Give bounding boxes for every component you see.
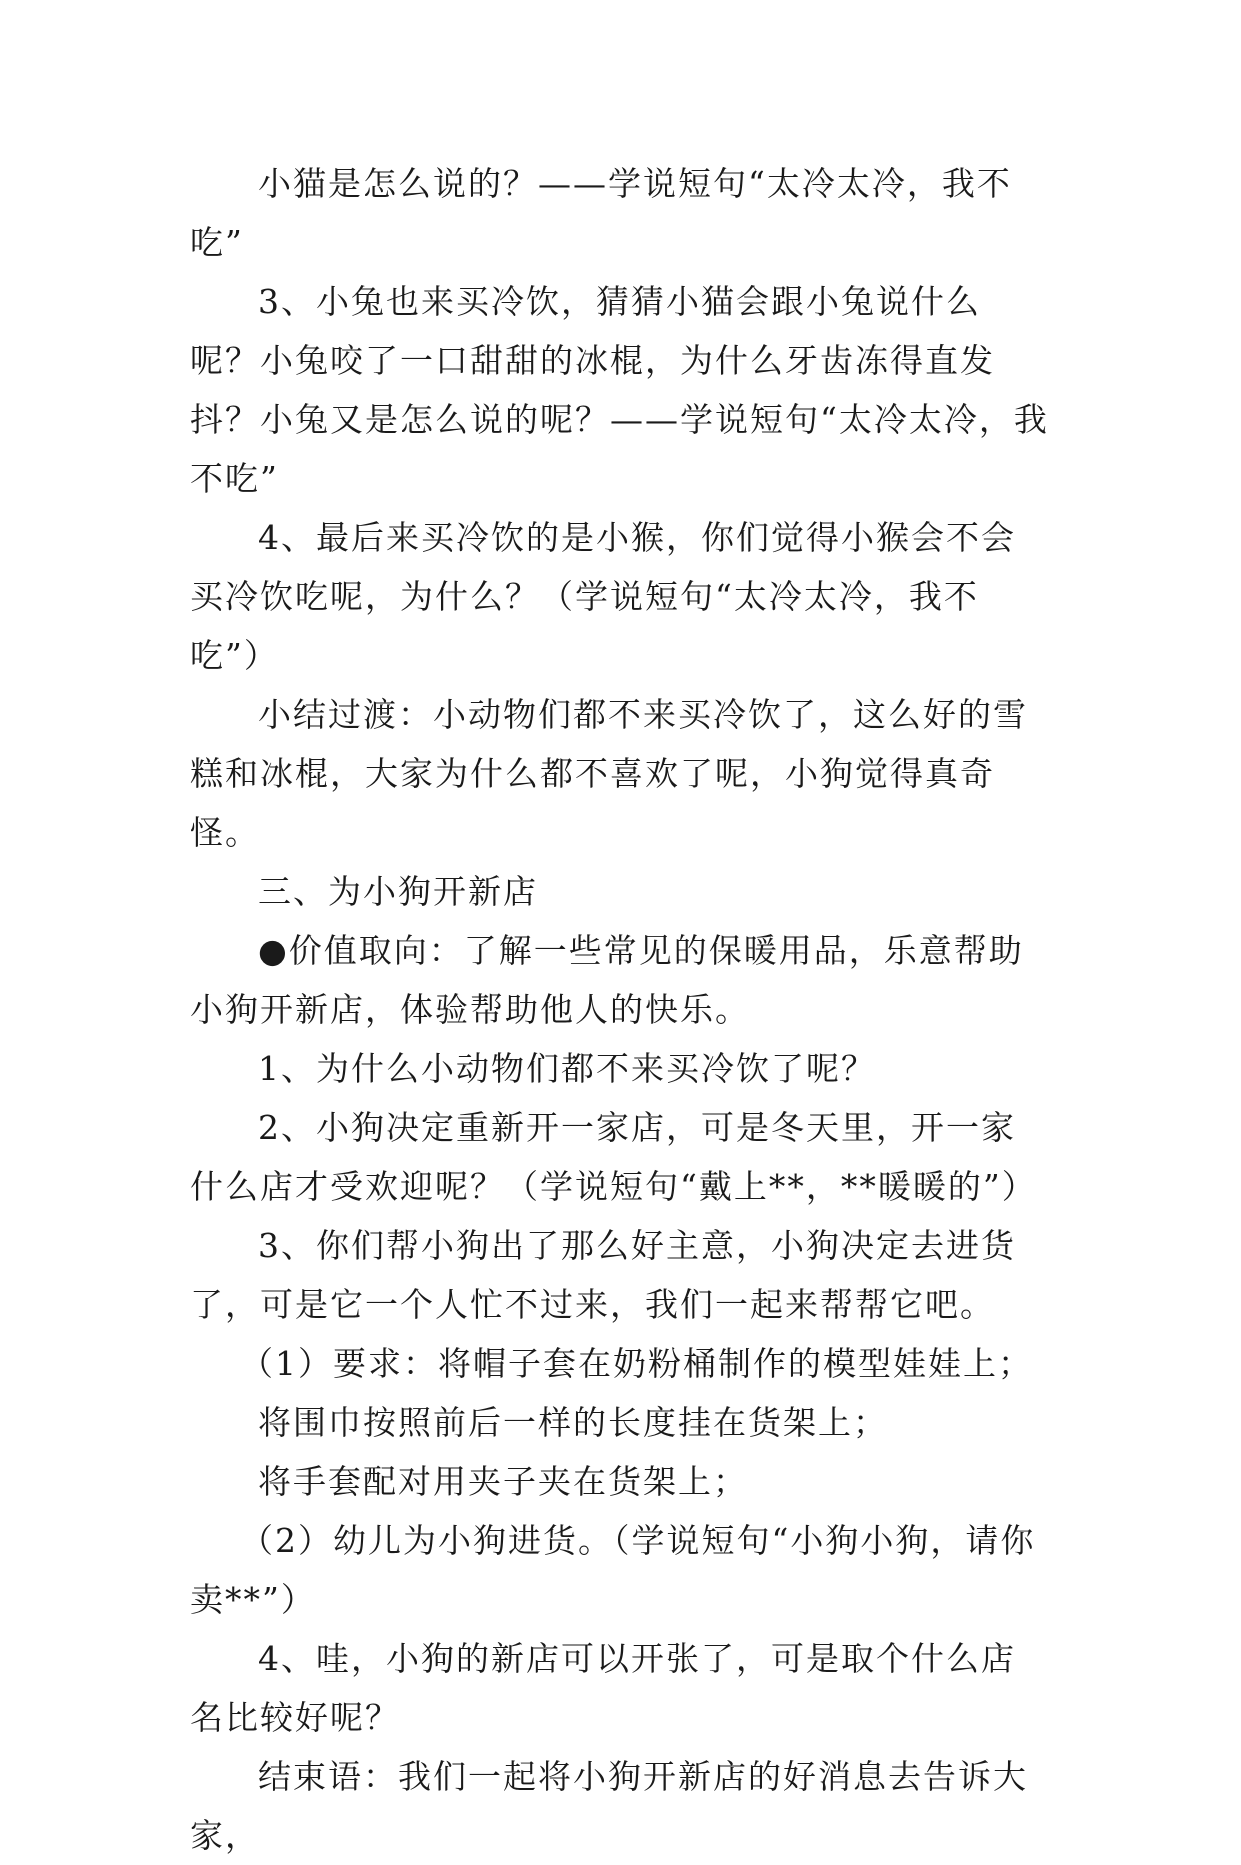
- paragraph-requirement-1: （1）要求：将帽子套在奶粉桶制作的模型娃娃上；: [240, 1344, 1033, 1383]
- paragraph-value-orientation: ●价值取向：了解一些常见的保暖用品，乐意帮助小狗开新店，体验帮助他人的快乐。: [190, 931, 1024, 1029]
- paragraph-question-2: 2、小狗决定重新开一家店，可是冬天里，开一家什么店才受欢迎呢？（学说短句“戴上**，**暖暖的”）: [190, 1108, 1037, 1206]
- paragraph-glove-instruction: 将手套配对用夹子夹在货架上；: [258, 1462, 748, 1501]
- section-heading-new-store: 三、为小狗开新店: [258, 872, 538, 911]
- paragraph-restock-activity: （2）幼儿为小狗进货。（学说短句“小狗小狗，请你卖**”）: [190, 1521, 1036, 1619]
- paragraph-question-3: 3、你们帮小狗出了那么好主意，小狗决定去进货了，可是它一个人忙不过来，我们一起来帮帮它吧。: [190, 1226, 1016, 1324]
- paragraph-step-3-rabbit: 3、小兔也来买冷饮，猜猜小猫会跟小兔说什么呢？小兔咬了一口甜甜的冰棍，为什么牙齿冻得直发抖？小兔又是怎么说的呢？——学说短句“太冷太冷，我不吃”: [190, 282, 1049, 498]
- paragraph-step-4-monkey: 4、最后来买冷饮的是小猴，你们觉得小猴会不会买冷饮吃呢，为什么？（学说短句“太冷太冷，我不吃”）: [190, 518, 1016, 675]
- paragraph-summary-transition: 小结过渡：小动物们都不来买冷饮了，这么好的雪糕和冰棍，大家为什么都不喜欢了呢，小狗觉得真奇怪。: [190, 695, 1028, 852]
- paragraph-cat-question: 小猫是怎么说的？——学说短句“太冷太冷，我不吃”: [190, 164, 1012, 262]
- document-body: [190, 154, 1050, 1865]
- paragraph-question-1: 1、为什么小动物们都不来买冷饮了呢？: [258, 1049, 876, 1088]
- paragraph-scarf-instruction: 将围巾按照前后一样的长度挂在货架上；: [258, 1403, 888, 1442]
- paragraph-closing: 结束语：我们一起将小狗开新店的好消息去告诉大家，: [190, 1757, 1028, 1855]
- paragraph-question-4: 4、哇，小狗的新店可以开张了，可是取个什么店名比较好呢？: [190, 1639, 1016, 1737]
